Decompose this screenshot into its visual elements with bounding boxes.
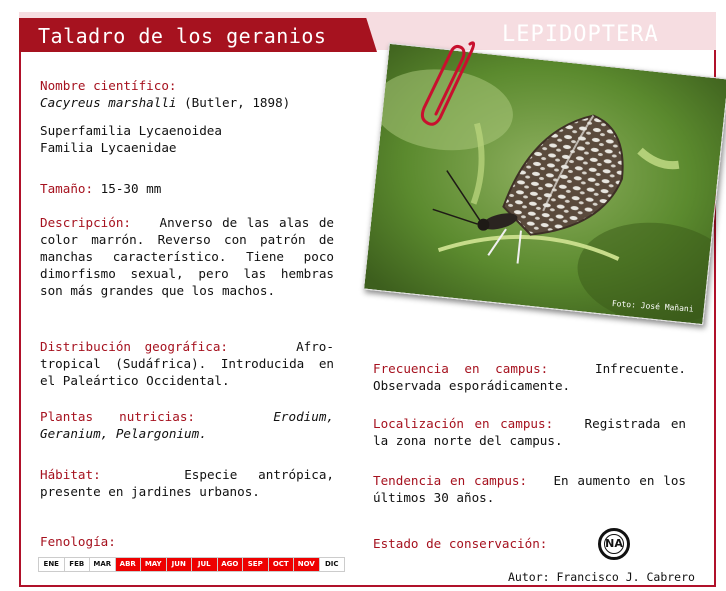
scientific-author: (Butler, 1898)	[184, 95, 291, 110]
photo-credit: Foto: José Mañani	[611, 298, 695, 314]
month-cell: JUL	[192, 558, 218, 571]
location-text: Registrada en la zona norte del campus.	[373, 416, 686, 448]
phenology-calendar	[38, 557, 345, 572]
superfamily: Superfamilia Lycaenoidea	[40, 123, 222, 138]
distribution-label: Distribución geográfica:	[40, 339, 228, 354]
month-cell: DIC	[320, 558, 345, 571]
month-cell: FEB	[65, 558, 91, 571]
size-label: Tamaño:	[40, 181, 94, 196]
conservation-status-icon	[598, 528, 630, 560]
habitat-label: Hábitat:	[40, 467, 101, 482]
order-label: LEPIDOPTERA	[502, 22, 659, 47]
description	[40, 214, 334, 299]
family: Familia Lycaenidae	[40, 140, 177, 155]
campus-location	[373, 415, 686, 449]
paperclip-icon	[418, 38, 478, 128]
scientific-name	[40, 94, 290, 111]
frequency	[373, 360, 686, 394]
plants-text: Erodium, Geranium, Pelargonium.	[40, 409, 335, 441]
size-value: 15-30 mm	[100, 181, 162, 196]
month-cell: MAR	[90, 558, 116, 571]
distribution	[40, 338, 334, 389]
habitat-text: Especie antrópica, presente en jardines urbanos.	[40, 467, 334, 499]
page-title: Taladro de los geranios	[38, 24, 327, 48]
month-cell: MAY	[141, 558, 167, 571]
trend-text: En aumento en los últimos 30 años.	[373, 473, 686, 505]
size-row	[40, 180, 161, 197]
month-cell: ABR	[116, 558, 142, 571]
month-cell: NOV	[294, 558, 320, 571]
campus-trend	[373, 472, 686, 506]
description-text: Anverso de las alas de color marrón. Reverso con patrón de manchas característico. Tiene poco dimorfismo sexual, pero las hembras son más grandes que los machos.	[40, 215, 334, 298]
trend-label: Tendencia en campus:	[373, 473, 528, 488]
plants-label: Plantas nutricias:	[40, 409, 196, 424]
conservation-badge: NA	[604, 534, 624, 554]
frequency-text: Infrecuente. Observada esporádicamente.	[373, 361, 686, 393]
host-plants	[40, 408, 334, 442]
month-cell: OCT	[269, 558, 295, 571]
scientific-name-label: Nombre científico:	[40, 78, 177, 93]
scientific-name-value: Cacyreus marshalli	[40, 95, 177, 110]
month-cell: AGO	[218, 558, 244, 571]
distribution-text: Afro-tropical (Sudáfrica). Introducida en el Paleártico Occidental.	[40, 339, 334, 388]
description-label: Descripción:	[40, 215, 131, 230]
habitat	[40, 466, 334, 500]
conservation-label: Estado de conservación:	[373, 536, 548, 551]
month-cell: SEP	[243, 558, 269, 571]
month-cell: ENE	[39, 558, 65, 571]
author-credit: Autor: Francisco J. Cabrero	[508, 570, 695, 584]
frequency-label: Frecuencia en campus:	[373, 361, 549, 376]
month-cell: JUN	[167, 558, 193, 571]
phenology-label: Fenología:	[40, 534, 116, 549]
location-label: Localización en campus:	[373, 416, 554, 431]
